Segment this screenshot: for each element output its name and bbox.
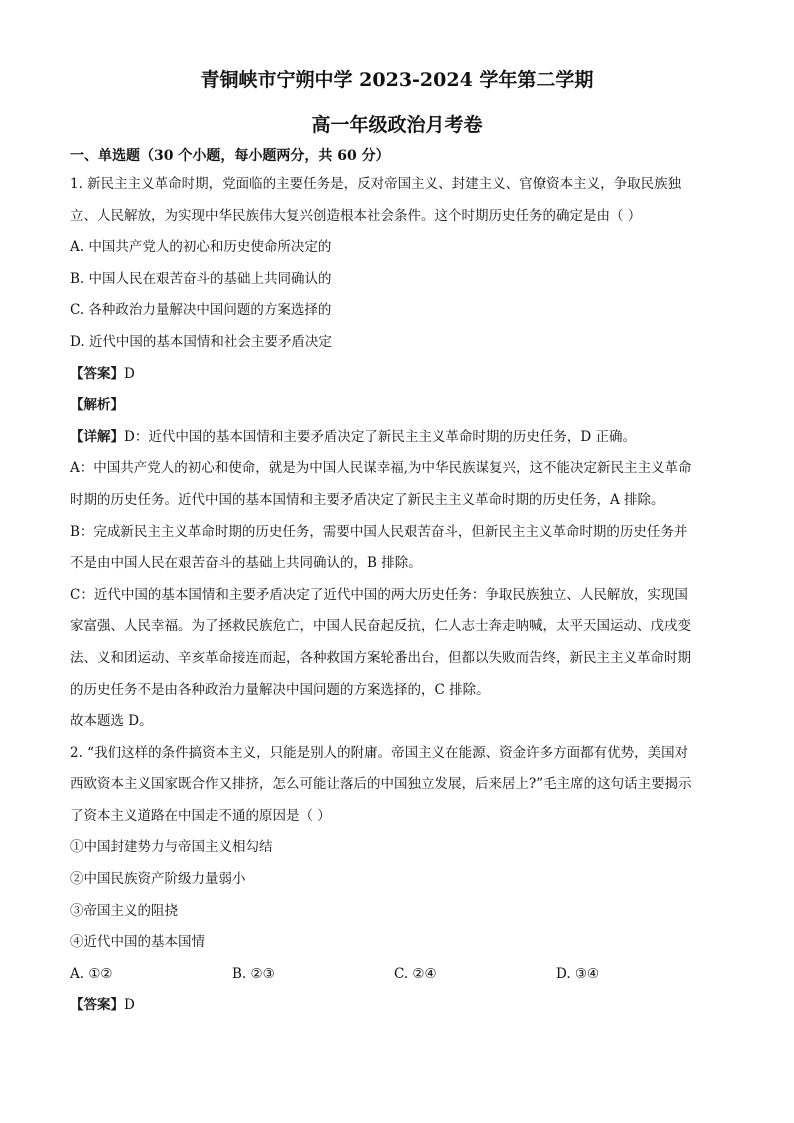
q1-option-d: D. 近代中国的基本国情和社会主要矛盾决定 [70, 333, 332, 350]
q1-detail [70, 422, 724, 454]
q1-analysis-c-line2: 家富强、人民幸福。为了拯救民族危亡，中国人民奋起反抗，仁人志士奔走呐喊，太平天国运动、戊戌变 [70, 618, 691, 635]
q2-choices [70, 959, 724, 991]
q2-choice-c: C. ②④ [394, 965, 437, 982]
q1-analysis-b-line2: 不是由中国人民在艰苦奋斗的基础上共同确认的，B 排除。 [70, 555, 422, 572]
q1-detail-text: D：近代中国的基本国情和主要矛盾决定了新民主主义革命时期的历史任务，D 正确。 [124, 428, 636, 445]
question-1 [70, 169, 724, 738]
q2-choice-a: A. ①② [70, 965, 113, 982]
question-2 [70, 738, 724, 1022]
q1-answer-value: D [124, 365, 135, 382]
q2-item-3: ③帝国主义的阻挠 [70, 902, 178, 919]
q1-stem-line2: 立、人民解放，为实现中华民族伟大复兴创造根本社会条件。这个时期历史任务的确定是由（ ） [70, 207, 642, 224]
q2-item-2: ②中国民族资产阶级力量弱小 [70, 871, 246, 888]
q2-choice-d: D. ③④ [556, 965, 600, 982]
q2-item-1: ①中国封建势力与帝国主义相勾结 [70, 839, 273, 856]
q2-answer-value: D [124, 997, 135, 1014]
q1-analysis-c-line4: 的历史任务不是由各种政治力量解决中国问题的方案选择的，C 排除。 [70, 681, 490, 698]
section-heading: 一、单选题（30 个小题，每小题两分，共 60 分） [70, 148, 390, 164]
q2-answer [70, 990, 724, 1022]
q2-choice-b: B. ②③ [232, 965, 275, 982]
exam-title-school: 青铜峡市宁朔中学 2023-2024 学年第二学期 [200, 69, 594, 91]
q1-analysis-c-line1: C：近代中国的基本国情和主要矛盾决定了近代中国的两大历史任务：争取民族独立、人民解放，实现国 [70, 586, 688, 603]
q2-stem-line2: 西欧资本主义国家既合作又排挤，怎么可能让落后的中国独立发展，后来居上?”毛主席的这句话主要揭示 [70, 776, 692, 793]
q1-detail-tag: 【详解】 [70, 428, 124, 445]
q2-stem-line1: 2. “我们这样的条件搞资本主义，只能是别人的附庸。帝国主义在能源、资金许多方面都有优势，美国对 [70, 744, 689, 761]
q1-stem-line1: 1. 新民主主义革命时期，党面临的主要任务是，反对帝国主义、封建主义、官僚资本主义，争取民族独 [70, 176, 682, 192]
q1-analysis-c-line3: 法、义和团运动、辛亥革命接连而起，各种救国方案轮番出台，但都以失败而告终，新民主主义革命时期 [70, 649, 691, 666]
q2-answer-tag: 【答案】 [70, 997, 124, 1014]
q2-stem-line3: 了资本主义道路在中国走不通的原因是（ ） [70, 807, 331, 824]
q1-conclusion: 故本题选 D。 [70, 713, 153, 730]
q1-option-b: B. 中国人民在艰苦奋斗的基础上共同确认的 [70, 270, 332, 287]
q1-analysis-a-line2: 时期的历史任务。近代中国的基本国情和主要矛盾决定了新民主主义革命时期的历史任务，A 排除。 [70, 491, 665, 508]
q1-option-a: A. 中国共产党人的初心和历史使命所决定的 [70, 239, 332, 256]
q1-option-c: C. 各种政治力量解决中国问题的方案选择的 [70, 302, 332, 319]
q1-analysis-tag: 【解析】 [70, 397, 124, 414]
q1-analysis [70, 390, 724, 422]
q1-answer-tag: 【答案】 [70, 365, 124, 382]
q1-analysis-b-line1: B：完成新民主主义革命时期的历史任务，需要中国人民艰苦奋斗，但新民主主义革命时期的历史任务并 [70, 523, 688, 540]
q1-analysis-a-line1: A：中国共产党人的初心和使命，就是为中国人民谋幸福,为中华民族谋复兴，这不能决定新民主主义革命 [70, 460, 692, 477]
q1-answer [70, 359, 724, 391]
exam-title-subject: 高一年级政治月考卷 [311, 114, 483, 136]
q2-item-4: ④近代中国的基本国情 [70, 934, 205, 951]
